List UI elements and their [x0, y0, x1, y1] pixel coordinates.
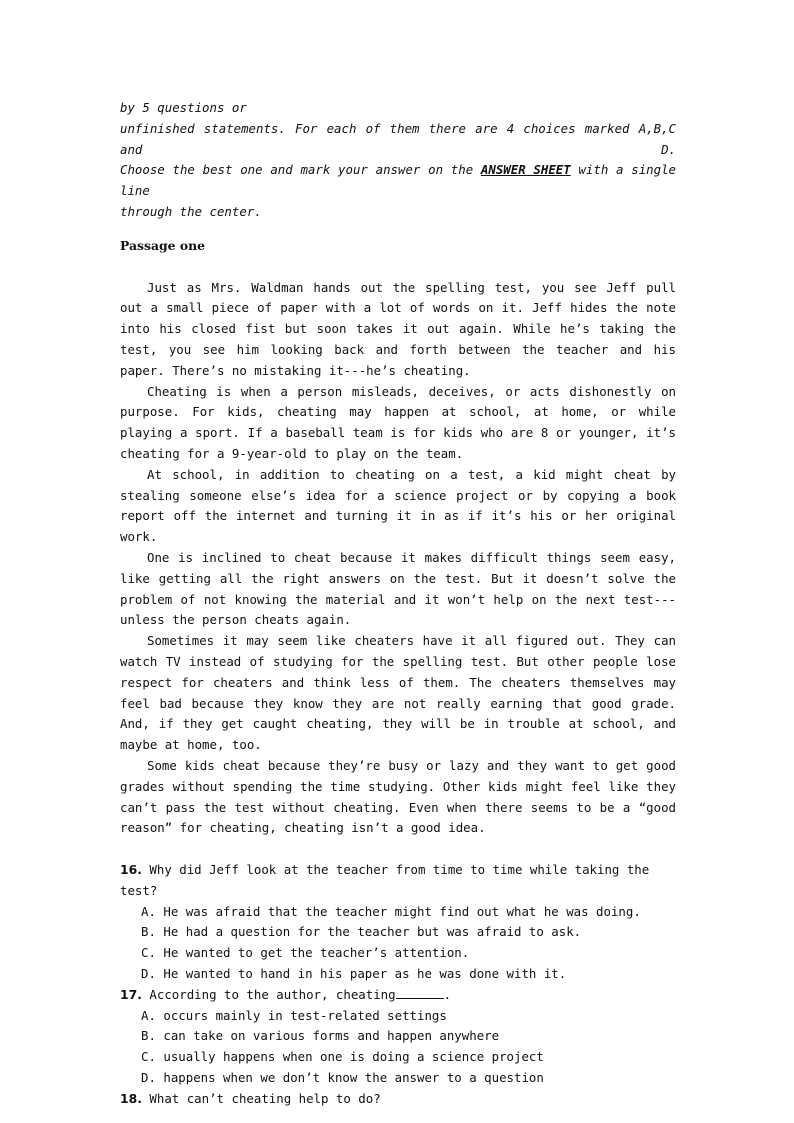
question-16: [120, 860, 676, 902]
question-stem: Why did Jeff look at the teacher from time to time while taking the test?: [120, 862, 650, 898]
question-17: [120, 985, 676, 1006]
passage-body: [120, 278, 676, 840]
question-number: 17.: [120, 986, 142, 1002]
option-17-b: B. can take on various forms and happen anywhere: [141, 1028, 500, 1044]
option-17-a: A. occurs mainly in test-related settings: [141, 1007, 447, 1023]
answer-blank: [396, 986, 444, 999]
instructions-line-1: by 5 questions or: [120, 100, 247, 115]
instructions-line-2: unfinished statements. For each of them there are 4 choices marked A,B,C and D.: [120, 120, 676, 157]
instructions-line-3-before: Choose the best one and mark your answer on the: [120, 162, 481, 178]
option-16-a: A. He was afraid that the teacher might find out what he was doing.: [141, 903, 641, 919]
passage-paragraph: Just as Mrs. Waldman hands out the spelling test, you see Jeff pull out a small piece of paper with a lot of words on it. Jeff hides the note into his closed fist but soon takes it out again. While he’s taking the test, you see him looking back and forth between the teacher and his paper. There’s no mistaking it---he’s cheating.: [120, 279, 676, 378]
instructions-line-4: through the center.: [120, 203, 262, 219]
questions: [120, 860, 676, 1110]
passage-paragraph: Some kids cheat because they’re busy or lazy and they want to get good grades without spending the time studying. Other kids might feel like they can’t pass the test without cheating. Even when there seems to be a “good reason” for cheating, cheating isn’t a good idea.: [120, 757, 676, 836]
passage-paragraph: At school, in addition to cheating on a test, a kid might cheat by stealing someone else’s idea for a science project or by copying a book report off the internet and turning it in as if it’s his or her original work.: [120, 466, 676, 545]
question-stem: What can’t cheating help to do?: [149, 1090, 381, 1106]
option-17-c: C. usually happens when one is doing a science project: [141, 1049, 544, 1065]
passage-paragraph: One is inclined to cheat because it makes difficult things seem easy, like getting all the right answers on the test. But it doesn’t solve the problem of not knowing the material and it won’t help on the next test---unless the person cheats again.: [120, 549, 676, 628]
option-17-d: D. happens when we don’t know the answer to a question: [141, 1070, 544, 1086]
instructions-line-3-after: with a single line: [120, 162, 677, 199]
passage-paragraph: Sometimes it may seem like cheaters have it all figured out. They can watch TV instead of studying for the spelling test. But other people lose respect for cheaters and think less of them. The cheaters themselves may feel bad because they know they are not really earning that good grade. And, if they get caught cheating, they will be in trouble at school, and maybe at home, too.: [120, 633, 676, 753]
document-page: [120, 98, 676, 1110]
instructions: [120, 98, 676, 223]
question-stem: According to the author, cheating: [149, 986, 396, 1002]
question-number: 16.: [120, 862, 142, 878]
answer-sheet-highlight: ANSWER SHEET: [480, 162, 571, 178]
option-16-b: B. He had a question for the teacher but was afraid to ask.: [141, 924, 582, 940]
option-16-c: C. He wanted to get the teacher’s attention.: [141, 945, 470, 961]
passage-title: Passage one: [120, 237, 206, 253]
passage-paragraph: Cheating is when a person misleads, deceives, or acts dishonestly on purpose. For kids, cheating may happen at school, at home, or while playing a sport. If a baseball team is for kids who are 8 or younger, it’s cheating for a 9-year-old to play on the team.: [120, 383, 676, 461]
question-number: 18.: [120, 1090, 142, 1106]
question-stem-end: .: [443, 986, 452, 1002]
question-18: [120, 1089, 676, 1110]
instructions-line-3: [120, 160, 676, 202]
option-16-d: D. He wanted to hand in his paper as he was done with it.: [141, 966, 567, 982]
